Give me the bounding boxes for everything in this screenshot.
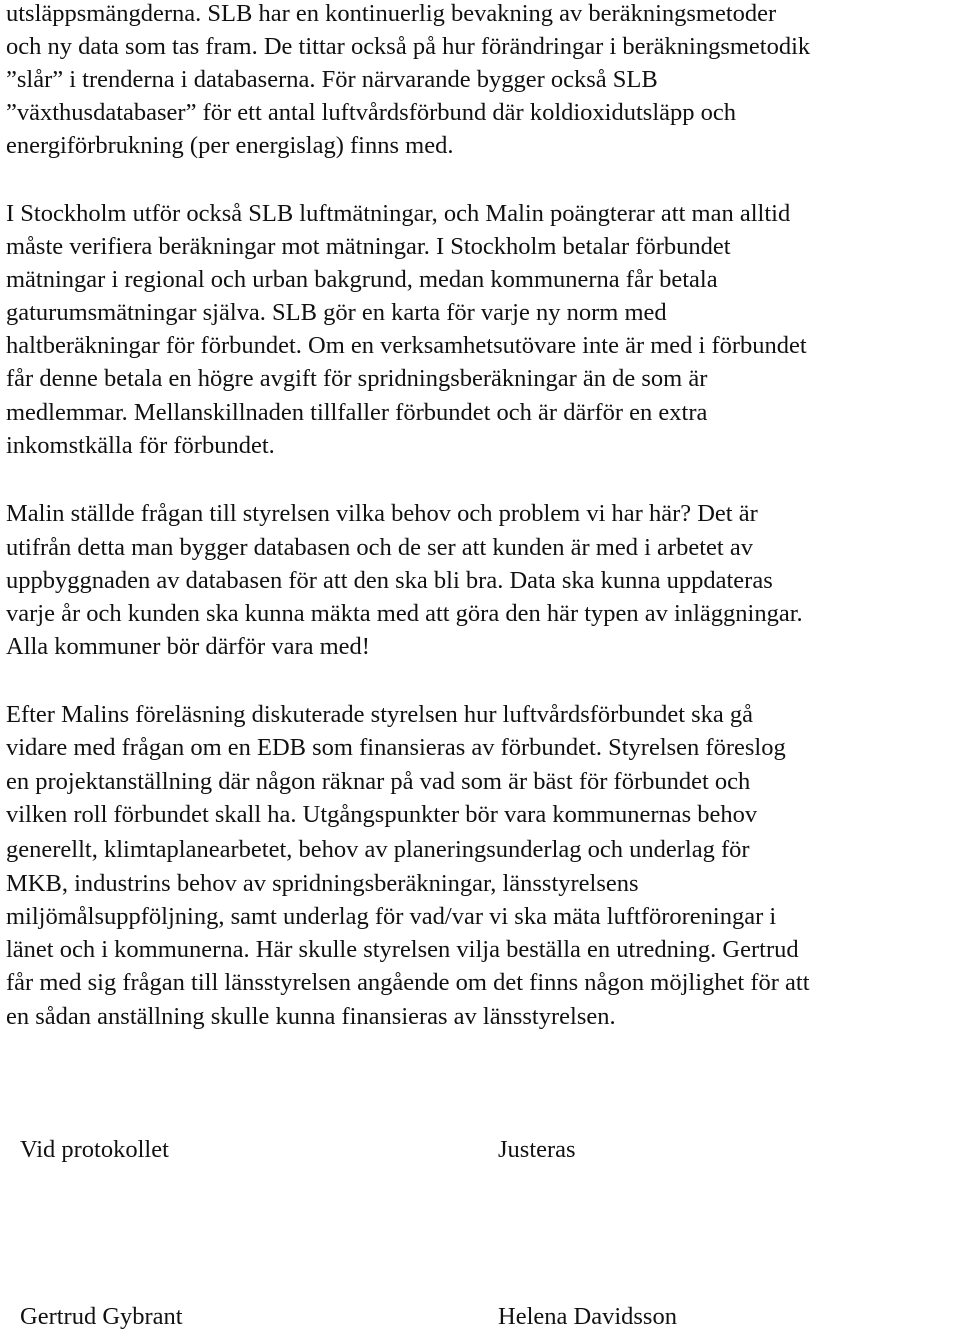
paragraph-4-line-10: en sådan anställning skulle kunna finansieras av länsstyrelsen.: [6, 1003, 616, 1030]
paragraph-3-line-1: Malin ställde frågan till styrelsen vilka behov och problem vi har här? Det är: [6, 500, 758, 527]
paragraph-3-line-3: uppbyggnaden av databasen för att den ska bli bra. Data ska kunna uppdateras: [6, 567, 773, 594]
paragraph-2-line-3: mätningar i regional och urban bakgrund, medan kommunerna får betala: [6, 266, 718, 293]
signature-left-heading: Vid protokollet: [20, 1136, 169, 1163]
paragraph-2-line-6: får denne betala en högre avgift för spridningsberäkningar än de som är: [6, 365, 708, 392]
signature-right-heading: Justeras: [498, 1136, 576, 1163]
signature-right-name: Helena Davidsson: [498, 1303, 677, 1330]
signature-left-name: Gertrud Gybrant: [20, 1303, 183, 1330]
paragraph-4-line-4: vilken roll förbundet skall ha. Utgångspunkter bör vara kommunernas behov: [6, 801, 758, 828]
paragraph-2-line-5: haltberäkningar för förbundet. Om en verksamhetsutövare inte är med i förbundet: [6, 332, 807, 359]
paragraph-4-line-6: MKB, industrins behov av spridningsberäkningar, länsstyrelsens: [6, 870, 639, 897]
paragraph-4-line-7: miljömålsuppföljning, samt underlag för vad/var vi ska mäta luftföroreningar i: [6, 903, 777, 930]
paragraph-2-line-8: inkomstkälla för förbundet.: [6, 432, 275, 459]
paragraph-4-line-2: vidare med frågan om en EDB som finansieras av förbundet. Styrelsen föreslog: [6, 734, 786, 761]
paragraph-1-line-3: ”slår” i trenderna i databaserna. För närvarande bygger också SLB: [6, 66, 658, 93]
paragraph-3-line-5: Alla kommuner bör därför vara med!: [6, 633, 370, 660]
paragraph-1-line-1: utsläppsmängderna. SLB har en kontinuerlig bevakning av beräkningsmetoder: [6, 0, 777, 27]
paragraph-2-line-7: medlemmar. Mellanskillnaden tillfaller förbundet och är därför en extra: [6, 399, 708, 426]
paragraph-4-line-1: Efter Malins föreläsning diskuterade styrelsen hur luftvårdsförbundet ska gå: [6, 701, 754, 728]
paragraph-3-line-4: varje år och kunden ska kunna mäkta med att göra den här typen av inläggningar.: [6, 600, 803, 627]
paragraph-1-line-2: och ny data som tas fram. De tittar också på hur förändringar i beräkningsmetodik: [6, 33, 811, 60]
paragraph-1-line-5: energiförbrukning (per energislag) finns med.: [6, 132, 454, 159]
paragraph-4-line-9: får med sig frågan till länsstyrelsen angående om det finns någon möjlighet för att: [6, 969, 810, 996]
paragraph-4-line-8: länet och i kommunerna. Här skulle styrelsen vilja beställa en utredning. Gertrud: [6, 936, 799, 963]
paragraph-2-line-1: I Stockholm utför också SLB luftmätningar, och Malin poängterar att man alltid: [6, 200, 791, 227]
paragraph-4-line-5: generellt, klimtaplanearbetet, behov av planeringsunderlag och underlag för: [6, 836, 750, 863]
paragraph-2-line-2: måste verifiera beräkningar mot mätningar. I Stockholm betalar förbundet: [6, 233, 731, 260]
paragraph-2-line-4: gaturumsmätningar själva. SLB gör en karta för varje ny norm med: [6, 299, 667, 326]
paragraph-3-line-2: utifrån detta man bygger databasen och de ser att kunden är med i arbetet av: [6, 534, 753, 561]
paragraph-1-line-4: ”växthusdatabaser” för ett antal luftvårdsförbund där koldioxidutsläpp och: [6, 99, 737, 126]
paragraph-4-line-3: en projektanställning där någon räknar på vad som är bäst för förbundet och: [6, 768, 751, 795]
